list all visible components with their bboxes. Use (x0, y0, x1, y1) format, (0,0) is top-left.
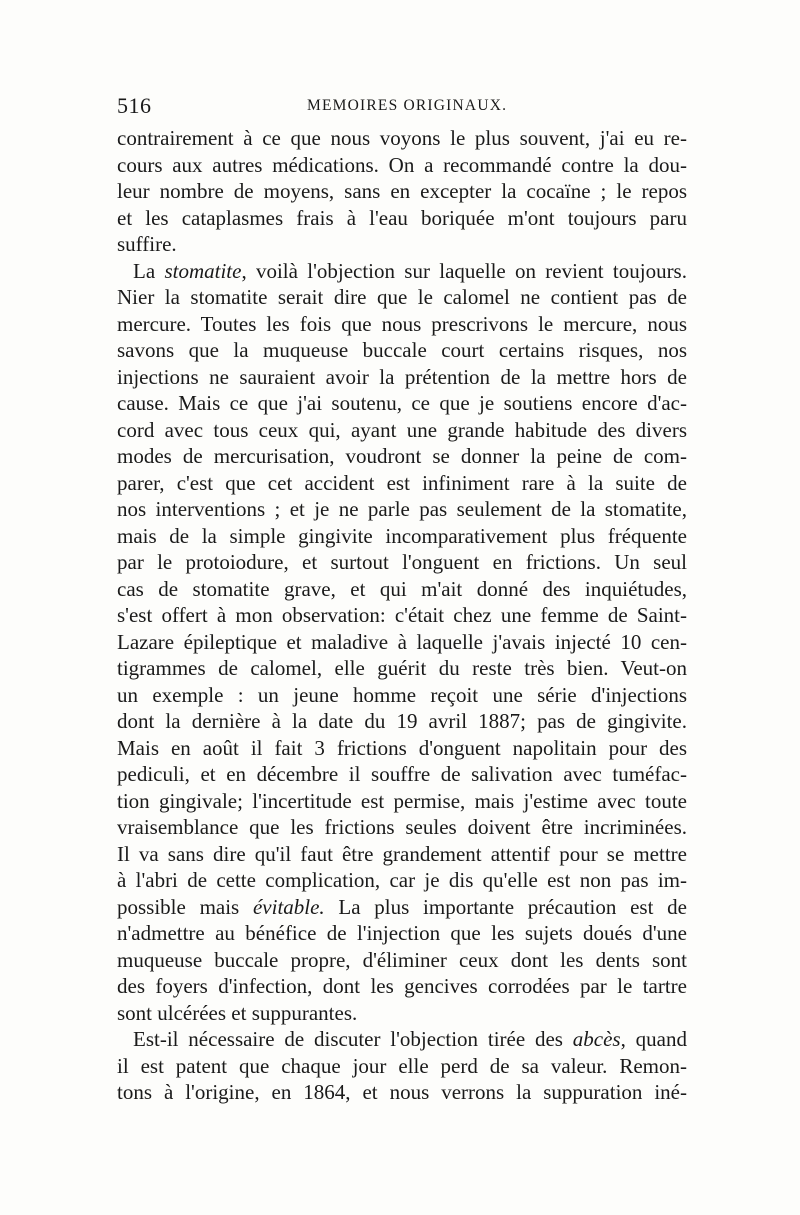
text-segment: La (133, 258, 165, 283)
text-line: un exemple : un jeune homme reçoit une série d'injections (117, 682, 687, 707)
text-line: cord avec tous ceux qui, ayant une grande habitude des divers (117, 417, 687, 442)
text-line: cas de stomatite grave, et qui m'ait donné des inquiétudes, (117, 576, 687, 601)
text-line: tion gingivale; l'incertitude est permise, mais j'estime avec toute (117, 788, 687, 813)
text-line: Nier la stomatite serait dire que le calomel ne contient pas de (117, 285, 687, 309)
text-line: sont ulcérées et suppurantes. (117, 1000, 358, 1025)
emphasized-term: abcès (572, 1027, 621, 1051)
text-line: muqueuse buccale propre, d'éliminer ceux dont les dents sont (117, 947, 687, 972)
text-line: Il va sans dire qu'il faut être grandement attentif pour se mettre (117, 841, 687, 866)
text-line: modes de mercurisation, voudront se donner la peine de com- (117, 444, 687, 468)
body-text (117, 125, 687, 1106)
text-line: vraisemblance que les frictions seules doivent être incriminées. (117, 815, 687, 839)
text-line: mais de la simple gingivite incomparativement plus fréquente (117, 523, 687, 548)
text-line (117, 1026, 687, 1053)
text-line: mercure. Toutes les fois que nous prescrivons le mercure, nous (117, 311, 687, 336)
text-line: injections ne sauraient avoir la prétention de la mettre hors de (117, 364, 687, 389)
text-line: s'est offert à mon observation: c'était chez une femme de Saint- (117, 603, 687, 627)
text-segment: , voilà l'objection sur laquelle on revient toujours. (241, 258, 687, 283)
text-line (117, 894, 687, 921)
text-segment: possible mais (117, 894, 253, 919)
text-segment: , quand (620, 1027, 687, 1051)
text-line: parer, c'est que cet accident est infiniment rare à la suite de (117, 470, 687, 495)
text-line: cours aux autres médications. On a recommandé contre la dou- (117, 152, 687, 177)
text-line: tigrammes de calomel, elle guérit du reste très bien. Veut-on (117, 656, 687, 680)
text-line: Mais en août il fait 3 frictions d'onguent napolitain pour des (117, 735, 687, 760)
text-line: pediculi, et en décembre il souffre de salivation avec tuméfac- (117, 762, 687, 786)
text-line: il est patent que chaque jour elle perd de sa valeur. Remon- (117, 1053, 687, 1078)
text-line (117, 258, 687, 285)
emphasized-term: évitable. (252, 894, 325, 919)
text-line: savons que la muqueuse buccale court certains risques, nos (117, 338, 687, 362)
text-line: cause. Mais ce que j'ai soutenu, ce que je soutiens encore d'ac- (117, 391, 687, 415)
text-line: leur nombre de moyens, sans en excepter la cocaïne ; le repos (117, 179, 687, 203)
text-line: et les cataplasmes frais à l'eau boriquée m'ont toujours paru (117, 205, 687, 230)
text-line: Lazare épileptique et maladive à laquelle j'avais injecté 10 cen- (117, 629, 687, 654)
text-line: à l'abri de cette complication, car je dis qu'elle est non pas im- (117, 868, 687, 892)
text-segment: La plus importante précaution est de (324, 894, 687, 919)
text-line: nos interventions ; et je ne parle pas seulement de la stomatite, (117, 497, 687, 521)
text-line: par le protoiodure, et surtout l'onguent en frictions. Un seul (117, 550, 687, 574)
page-number: 516 (117, 93, 152, 118)
running-head: MEMOIRES ORIGINAUX. (307, 97, 508, 114)
page-header (117, 93, 687, 123)
text-line: contrairement à ce que nous voyons le plus souvent, j'ai eu re- (117, 126, 687, 150)
text-line: suffire. (117, 232, 177, 256)
emphasized-term: stomatite (164, 258, 242, 283)
text-line: des foyers d'infection, dont les gencives corrodées par le tartre (117, 974, 687, 998)
text-segment: Est-il nécessaire de discuter l'objection tirée des (133, 1027, 573, 1051)
text-line: dont la dernière à la date du 19 avril 1887; pas de gingivite. (117, 709, 687, 733)
text-line: tons à l'origine, en 1864, et nous verrons la suppuration iné- (117, 1080, 687, 1104)
text-line: n'admettre au bénéfice de l'injection que les sujets doués d'une (117, 921, 687, 945)
